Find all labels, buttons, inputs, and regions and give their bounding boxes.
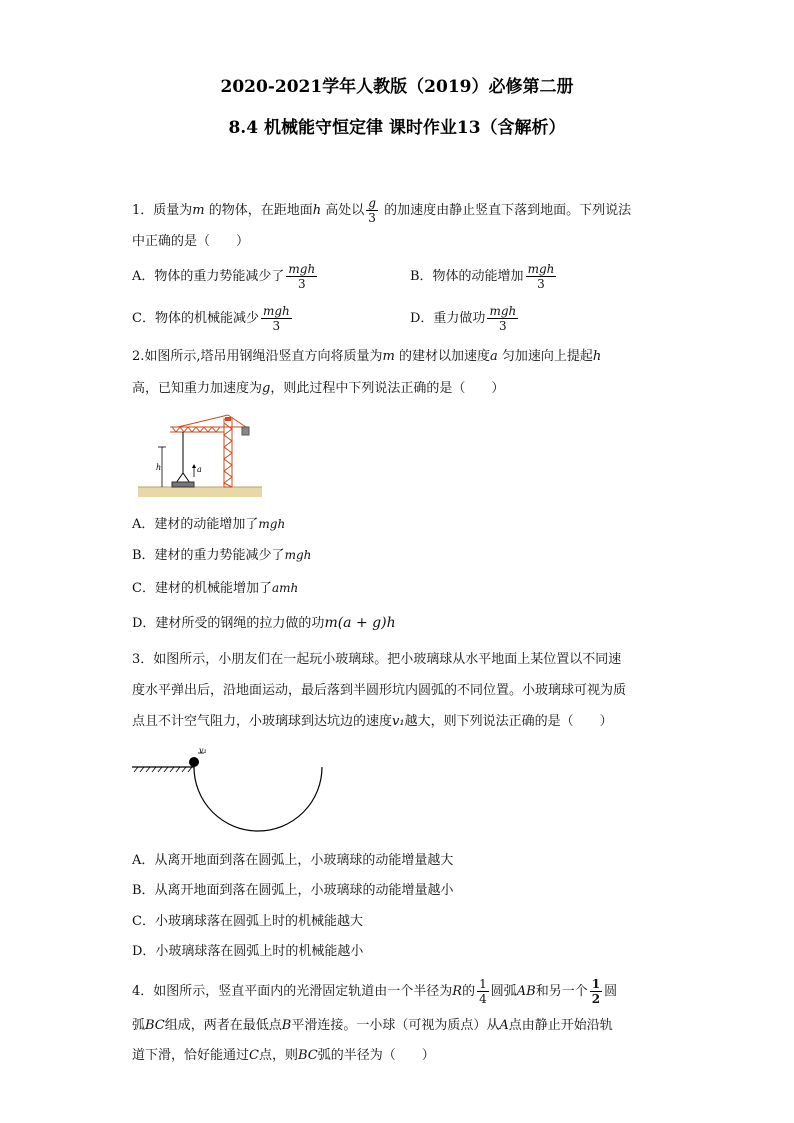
q1-stem-line2: 中正确的是（ ） <box>132 234 250 249</box>
q2-stem-line1: 2.如图所示,塔吊用钢绳沿竖直方向将质量为m 的建材以加速度a 匀加速向上提起h <box>132 349 602 364</box>
q1-option-d[interactable]: D．重力做功 $\frac{\text{mgh}}{3}$ <box>410 304 517 333</box>
q2-stem-line2: 高，已知重力加速度为g，则此过程中下列说法正确的是（ ） <box>132 381 505 396</box>
q1-fraction-g-over-3: $\frac{g}{3}$ <box>368 196 376 225</box>
q2-option-c[interactable]: C．建材的机械能增加了amh <box>132 581 299 596</box>
crane-tower <box>170 415 249 487</box>
q2-option-a[interactable]: A．建材的动能增加了mgh <box>132 517 286 532</box>
q1-option-c[interactable]: C．物体的机械能减少 $\frac{\text{mgh}}{3}$ <box>132 304 290 333</box>
glass-ball <box>189 757 199 767</box>
q3-stem-line1: 3．如图所示，小朋友们在一起玩小玻璃球。把小玻璃球从水平地面上某位置以不同速 <box>132 652 622 667</box>
q2-option-b[interactable]: B．建材的重力势能减少了mgh <box>132 548 312 563</box>
q3-option-c[interactable]: C．小玻璃球落在圆弧上时的机械能越大 <box>132 914 363 929</box>
q2-option-d[interactable]: D．建材所受的钢绳的拉力做的功m(a + g)h <box>132 615 396 631</box>
q3-stem-line2: 度水平弹出后，沿地面运动，最后落到半圆形坑内圆弧的不同位置。小玻璃球可视为质 <box>132 683 627 698</box>
q3-option-b[interactable]: B．从离开地面到落在圆弧上，小玻璃球的动能增量越小 <box>132 883 454 898</box>
q4-fraction-half: $\frac{1}{2}$ <box>591 977 601 1006</box>
q4-stem-line2: 弧BC组成，两者在最低点B平滑连接。一小球（可视为质点）从A点由静止开始沿轨 <box>132 1018 613 1033</box>
pit-arc <box>194 767 322 831</box>
label-v1: v₁ <box>199 746 207 755</box>
label-a: a <box>197 465 202 474</box>
crane-figure <box>138 413 262 497</box>
q1-stem-line1: 1．质量为m 的物体，在距地面h 高处以 $\frac{g}{3}$ 的加速度由静止竖直下落到地面。下列说法 <box>132 196 632 225</box>
label-h: h <box>156 463 162 472</box>
q3-option-d[interactable]: D．小玻璃球落在圆弧上时的机械能越小 <box>132 944 364 959</box>
q4-fraction-quarter: $\frac{1}{4}$ <box>479 977 487 1006</box>
q4-stem-line3: 道下滑，恰好能通过C点，则BC弧的半径为（ ） <box>132 1048 435 1063</box>
q3-option-a[interactable]: A．从离开地面到落在圆弧上，小玻璃球的动能增量越大 <box>132 853 454 868</box>
q1-option-a[interactable]: A．物体的重力势能减少了 $\frac{\text{mgh}}{3}$ <box>132 262 316 291</box>
ground <box>138 487 262 497</box>
q3-stem-line3: 点且不计空气阻力，小玻璃球到达坑边的速度v₁越大，则下列说法正确的是（ ） <box>132 714 613 729</box>
semicircle-pit-figure <box>130 745 330 837</box>
q4-stem-line1: 4．如图所示，竖直平面内的光滑固定轨道由一个半径为R的 $\frac{1}{4}$ 圆弧AB和另一个 $\frac{1}{2}$ 圆 <box>132 977 618 1006</box>
document-title-line1: 2020-2021学年人教版（2019）必修第二册 <box>220 77 574 97</box>
q1-option-b[interactable]: B．物体的动能增加 $\frac{\text{mgh}}{3}$ <box>410 262 555 291</box>
document-title-line2: 8.4 机械能守恒定律 课时作业13（含解析） <box>228 118 566 138</box>
building-material <box>172 482 194 487</box>
